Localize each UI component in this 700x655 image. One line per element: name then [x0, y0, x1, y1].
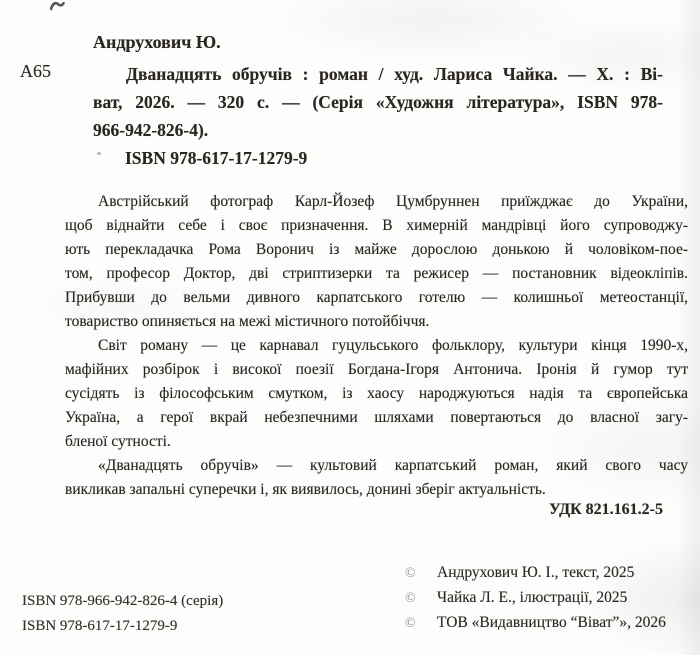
- author-heading: Андрухович Ю.: [93, 32, 221, 52]
- copyright-row: [405, 589, 666, 614]
- bib-line: ват, 2026. — 320 с. — (Серія «Художня література», ISBN 978-: [93, 92, 663, 112]
- annotation-line: том, професор Доктор, дві стриптизерки та режисер — постановник відеокліпів.: [65, 265, 688, 282]
- copyright-row: [405, 614, 666, 639]
- copyright-symbol-icon: ©: [405, 566, 416, 581]
- annotation-line: Світ роману — це карнавал гуцульського фольклору, культури кінця 1990-х,: [98, 337, 688, 354]
- bibliographic-description: [93, 60, 663, 172]
- annotation-line: Австрійський фотограф Карл-Йозеф Цумбруннен приїжджає до України,: [98, 193, 688, 210]
- annotation-line: бленої сутності.: [65, 433, 171, 450]
- classification-code: А65: [20, 61, 51, 81]
- isbn-book: ISBN 978-617-17-1279-9: [22, 618, 178, 634]
- annotation-block: [65, 190, 688, 502]
- annotation-line: Прибувши до вельми дивного карпатського готелю — колишньої метеостанції,: [65, 289, 688, 306]
- annotation-line: викликав запальні суперечки і, як виявилось, донині зберіг актуальність.: [65, 481, 546, 498]
- bib-line: 966-942-826-4).: [93, 120, 209, 140]
- annotation-line: сусідять із філософським смутком, із хаосу народжуються надія та європейська: [65, 385, 688, 402]
- scan-dot-artifact: [97, 152, 101, 155]
- isbn-heading-line: ISBN 978-617-17-1279-9: [125, 148, 308, 168]
- copyright-row: [405, 564, 666, 589]
- annotation-line: «Дванадцять обручів» — культовий карпатський роман, який свого часу: [98, 457, 688, 474]
- annotation-line: товариство опиняється на межі містичного потойбіччя.: [65, 313, 430, 330]
- copyright-text: ТОВ «Видавництво “Віват”», 2026: [437, 614, 666, 631]
- copyright-text: Андрухович Ю. І., текст, 2025: [437, 564, 635, 581]
- bib-line: Дванадцять обручів : роман / худ. Лариса Чайка. — Х. : Ві-: [126, 64, 663, 84]
- annotation-line: Україна, а герої вкрай небезпечними шляхами повертаються до власної загу-: [65, 409, 688, 426]
- footer-isbn-block: [22, 589, 223, 639]
- copyright-symbol-icon: ©: [405, 616, 416, 631]
- annotation-line: мафійних розбірок і високої поезії Богдана-Ігоря Антонича. Іронія й гумор тут: [65, 361, 688, 378]
- annotation-line: щоб віднайти себе і своє призначення. В химерній мандрівці його супроводжу-: [65, 217, 688, 234]
- copyright-symbol-icon: ©: [405, 591, 416, 606]
- isbn-series: ISBN 978-966-942-826-4 (серія): [22, 593, 224, 609]
- udc-code: УДК 821.161.2-5: [548, 501, 663, 518]
- annotation-line: ють перекладачка Рома Воронич із майже дорослою донькою й чоловіком-пое-: [65, 241, 688, 258]
- copyright-text: Чайка Л. Е., ілюстрації, 2025: [437, 589, 628, 606]
- copyright-block: [405, 564, 666, 639]
- scan-ink-mark: [50, 1, 65, 12]
